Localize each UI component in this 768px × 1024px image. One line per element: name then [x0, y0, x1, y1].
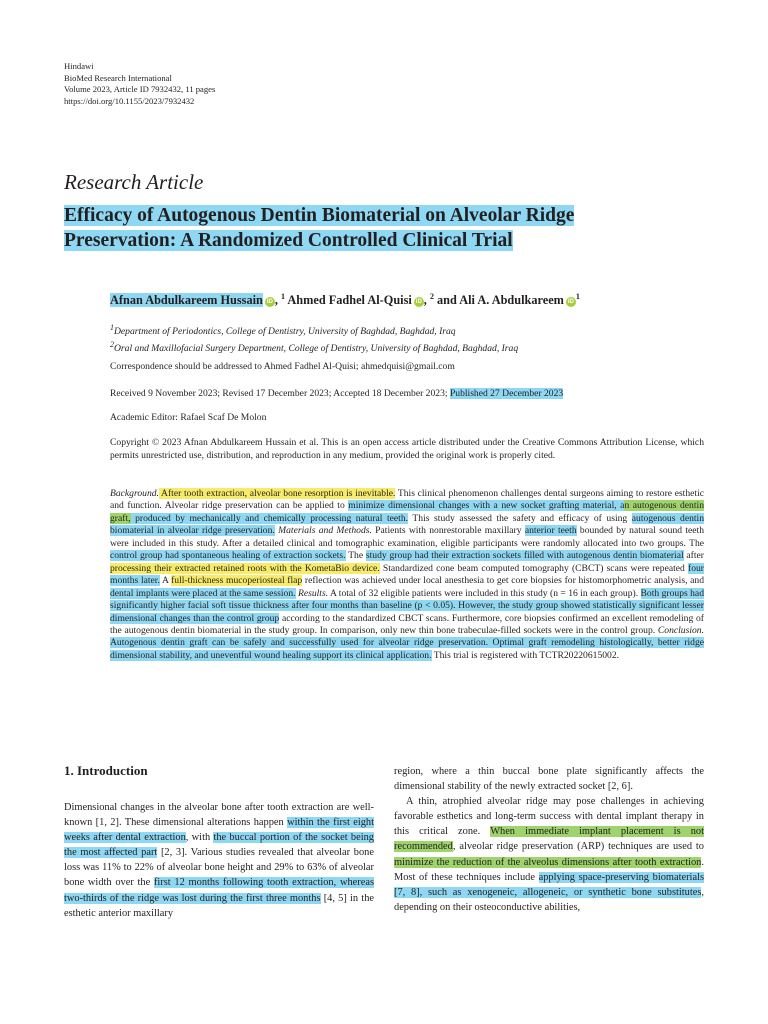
orcid-icon[interactable]: iD — [567, 299, 574, 306]
author-name[interactable]: Ahmed Fadhel Al-Quisi — [287, 293, 412, 308]
abstract-conclusion-label: Conclusion. — [655, 624, 704, 636]
author-list: Afnan Abdulkareem Hussain iD , $^1$ Ahmed Fadhel Al-Quisi iD , $^2$ and Ali A. Abdulkareem $iD^1$ — [110, 292, 580, 308]
publisher-name: Hindawi — [64, 61, 94, 71]
affiliations — [110, 321, 518, 355]
right-column — [394, 764, 704, 915]
article-type: Research Article — [64, 170, 204, 194]
abstract-results-label: Results. — [295, 587, 329, 599]
received-revised-accepted: Received 9 November 2023; Revised 17 December 2023; Accepted 18 December 2023; — [110, 388, 450, 399]
abstract-methods-label: Materials and Methods. — [274, 525, 372, 537]
affiliation-marker: 2 — [429, 292, 434, 301]
author-name[interactable]: Afnan Abdulkareem Hussain — [110, 293, 263, 308]
copyright-notice: Copyright © 2023 Afnan Abdulkareem Hussain et al. This is an open access article distributed under the Creative Commons Attribution License, which permits unrestricted use, distribution, and reproduction in any medium, provided the original work is properly cited. — [110, 437, 704, 461]
abstract: Background. After tooth extraction, alveolar bone resorption is inevitable. This clinical phenomenon challenges dental surgeons aiming to restore esthetic and function. Alveolar ridge preservation can be applied to minimize dimensional changes with a new socket grafting material, an autogenous dentin graft, produced by mechanically and chemically processing natural teeth. This study assessed the safety and efficacy of using autogenous dentin biomaterial in alveolar ridge preservation. Materials and Methods. Patients with nonrestorable maxillary anterior teeth bounded by natural sound teeth were included in this study. After a detailed clinical and tomographic examination, eligible participants were randomly allocated into two groups. The control group had spontaneous healing of extraction sockets. The study group had their extraction sockets filled with autogenous dentin biomaterial after processing their extracted retained roots with the KometaBio device. Standardized cone beam computed tomography (CBCT) scans were repeated four months later. A full-thickness mucoperiosteal flap reflection was achieved under local anesthesia to get core biopsies for histomorphometric analysis, and dental implants were placed at the same session. Results. A total of 32 eligible patients were included in this study (n = 16 in each group). Both groups had significantly higher facial soft tissue thickness after four months than baseline (p < 0.05). However, the study group showed statistically significant lesser dimensional changes than the control group according to the standardized CBCT scans. Furthermore, core biopsies confirmed an excellent remodeling of the autogenous dentin biomaterial in the study group. In comparison, only new thin bone trabeculae-filled sockets were in the control group. Conclusion. Autogenous dentin graft can be safely and successfully used for alveolar ridge preservation. Optimal graft remodeling histologically, better ridge dimensional stability, and uneventful wound healing support its clinical application. This trial is registered with TCTR20220615002. — [110, 488, 705, 661]
section-heading: 1. Introduction — [64, 763, 148, 778]
affiliation-marker: 1 — [575, 292, 580, 301]
published-date: Published 27 December 2023 — [449, 388, 564, 399]
correspondence: Correspondence should be addressed to Ahmed Fadhel Al-Quisi; ahmedquisi@gmail.com — [110, 361, 455, 372]
journal-name: BioMed Research International — [64, 72, 172, 83]
intro-paragraph-1: Dimensional changes in the alveolar bone after tooth extraction are well-known [1, 2]. These dimensional alterations happen within the first eight weeks after dental extraction, with the buccal portion of the socket being the most affected part [2, 3]. Various studies revealed that alveolar bone loss was 11% to 22% of alveolar bone height and 29% to 63% of alveolar bone width over the first 12 months following tooth extraction, whereas two-thirds of the ridge was lost during the first three months [4, 5] in the esthetic anterior maxillary — [64, 802, 374, 919]
affiliation-1: $^1$Department of Periodontics, College of Dentistry, University of Baghdad, Baghdad, Iraq — [110, 323, 456, 338]
orcid-icon[interactable]: iD — [415, 299, 422, 306]
volume-info: Volume 2023, Article ID 7932432, 11 pages — [64, 84, 216, 95]
academic-editor: Academic Editor: Rafael Scaf De Molon — [110, 412, 267, 423]
article-title — [64, 203, 704, 253]
publication-dates — [110, 388, 563, 401]
doi-link[interactable]: https://doi.org/10.1155/2023/7932432 — [64, 95, 195, 106]
intro-paragraph-1-continued: region, where a thin buccal bone plate significantly affects the dimensional stability of the newly extracted socket [2, 6]. — [394, 766, 704, 793]
affiliation-marker: 1 — [281, 292, 286, 301]
title-line-1: Efficacy of Autogenous Dentin Biomaterial on Alveolar Ridge — [64, 205, 575, 226]
journal-header — [64, 61, 215, 107]
title-line-2: Preservation: A Randomized Controlled Clinical Trial — [64, 230, 513, 251]
orcid-icon[interactable]: iD — [266, 299, 273, 306]
affiliation-2: $^2$Oral and Maxillofacial Surgery Department, College of Dentistry, University of Baghdad, Baghdad, Iraq — [110, 340, 519, 355]
intro-paragraph-2: A thin, atrophied alveolar ridge may pose challenges in achieving favorable esthetics and long-term success with dental implant therapy in this critical zone. When immediate implant placement is not recommended, alveolar ridge preservation (ARP) techniques are used to minimize the reduction of the alveolus dimensions after tooth extraction. Most of these techniques include applying space-preserving biomaterials [7, 8], such as xenogeneic, allogeneic, or synthetic bone substitutes, depending on their osteoconductive abilities, — [394, 796, 704, 913]
left-column — [64, 764, 374, 921]
abstract-background-label: Background. — [110, 488, 159, 499]
author-name[interactable]: Ali A. Abdulkareem — [459, 293, 564, 308]
